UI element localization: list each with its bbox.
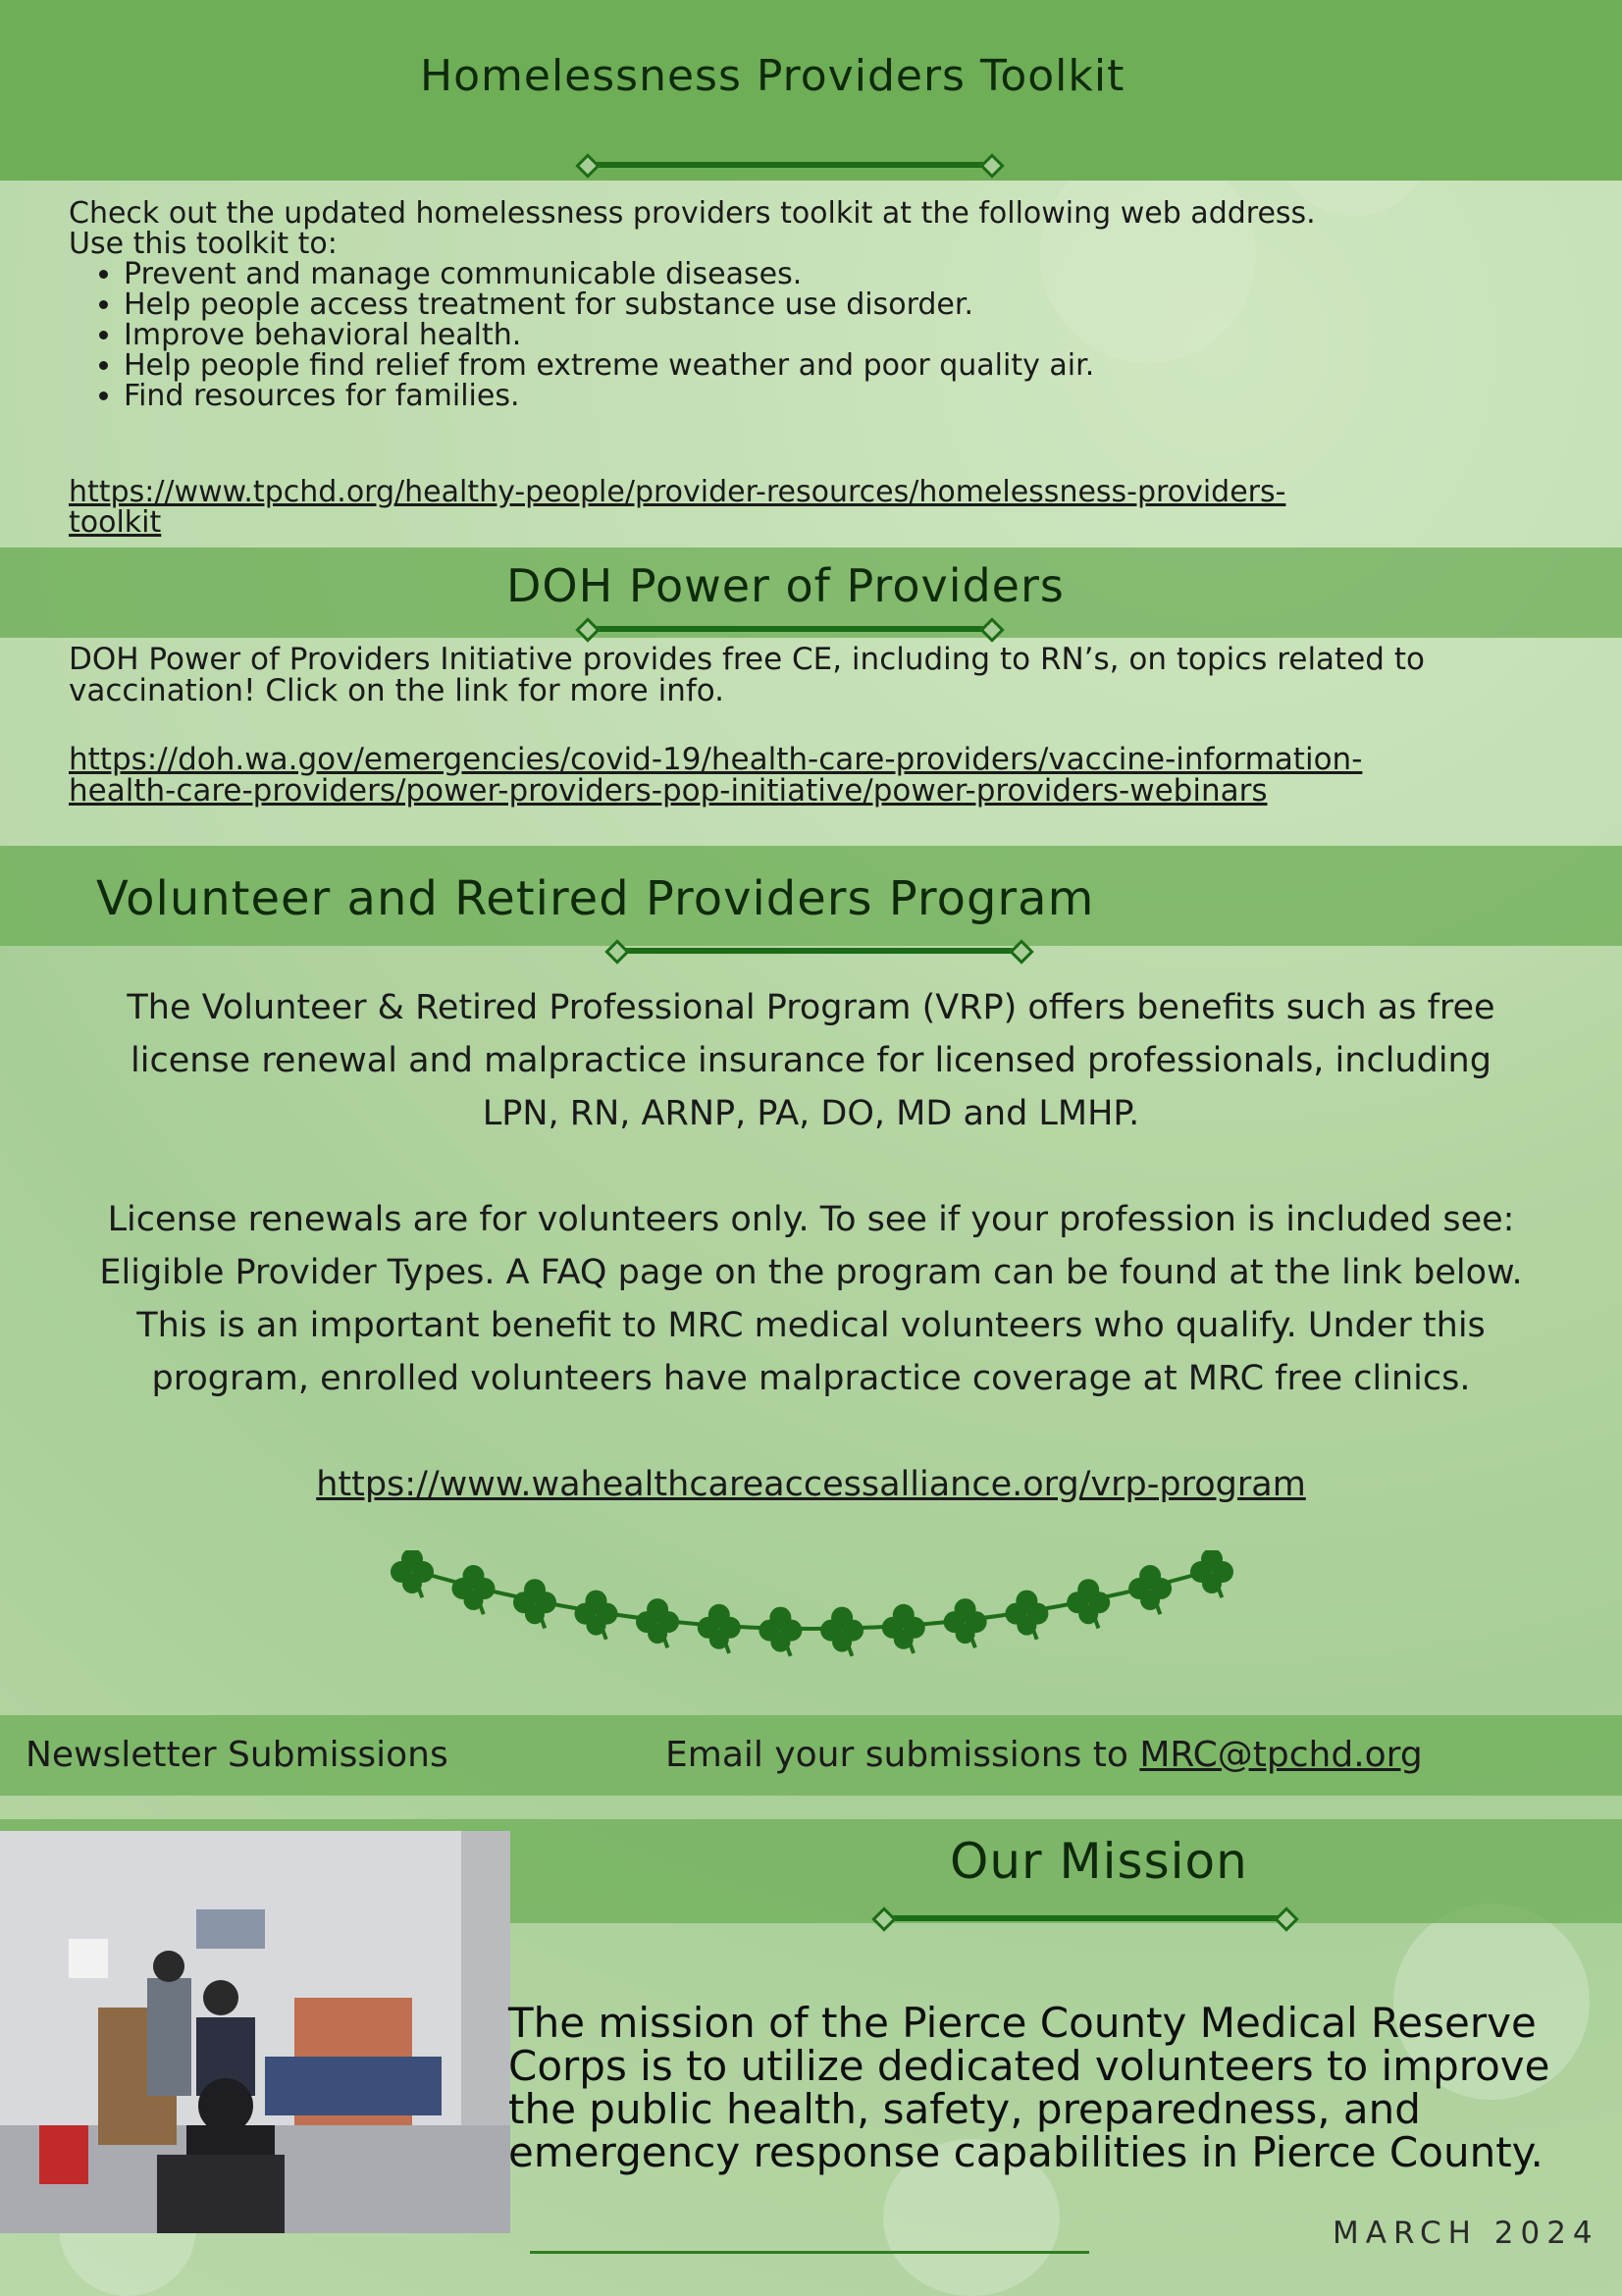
vrp-p1-line2: license renewal and malpractice insurance for licensed professionals, including [131, 1041, 1491, 1080]
list-item: • Find resources for families. [124, 381, 1541, 411]
shamrock-icon [1067, 1579, 1110, 1629]
submissions-label: Newsletter Submissions [26, 1735, 448, 1775]
mission-line1: The mission of the Pierce County Medical Reserve [508, 1999, 1537, 2047]
submissions-email-prefix: Email your submissions to [665, 1735, 1140, 1775]
vrp-p1-line1: The Volunteer & Retired Professional Program (VRP) offers benefits such as free [127, 988, 1495, 1027]
mission-statement [508, 1999, 1617, 2176]
shamrock-icon [759, 1607, 802, 1657]
vrp-p1-line3: LPN, RN, ARNP, PA, DO, MD and LMHP. [482, 1094, 1140, 1133]
shamrock-icon [944, 1598, 987, 1648]
mission-title: Our Mission [950, 1833, 1248, 1890]
shamrock-icon [1190, 1550, 1233, 1598]
mission-line3: the public health, safety, preparedness, and [508, 2085, 1421, 2133]
shamrock-icon [698, 1604, 741, 1654]
clinic-photo [0, 1831, 510, 2233]
email-link[interactable]: MRC@tpchd.org [1139, 1735, 1423, 1775]
vrp-p2-line2: Eligible Provider Types. A FAQ page on the program can be found at the link below. [99, 1253, 1523, 1292]
vrp-paragraph-1 [0, 981, 1622, 1140]
list-item: • Help people find relief from extreme weather and poor quality air. [124, 350, 1541, 381]
toolkit-link-line2[interactable]: toolkit [69, 505, 162, 540]
toolkit-intro [69, 198, 1541, 411]
doh-divider [589, 626, 991, 632]
shamrock-icon [636, 1598, 679, 1648]
vrp-p2-line4: program, enrolled volunteers have malpractice coverage at MRC free clinics. [151, 1359, 1471, 1398]
doh-body [69, 644, 1560, 706]
mission-line2: Corps is to utilize dedicated volunteers to improve [508, 2042, 1550, 2090]
shamrock-icon [820, 1607, 863, 1657]
submissions-email-text [665, 1735, 1423, 1775]
doh-link-line1[interactable]: https://doh.wa.gov/emergencies/covid-19/health-care-providers/vaccine-information- [69, 742, 1363, 777]
mission-divider [885, 1915, 1285, 1921]
vrp-paragraph-2 [0, 1193, 1622, 1405]
mission-line4: emergency response capabilities in Pierce County. [508, 2128, 1544, 2176]
toolkit-intro-line2: Use this toolkit to: [69, 227, 338, 261]
shamrock-icon [882, 1604, 925, 1654]
shamrock-garland [0, 1550, 1622, 1658]
toolkit-intro-line1: Check out the updated homelessness providers toolkit at the following web address. [69, 196, 1316, 231]
list-item: • Improve behavioral health. [124, 320, 1541, 350]
shamrock-icon [1128, 1565, 1172, 1615]
vrp-p2-line1: License renewals are for volunteers only. To see if your profession is included see: [107, 1200, 1515, 1239]
vrp-divider [618, 948, 1020, 954]
doh-body-line1: DOH Power of Providers Initiative provides free CE, including to RN’s, on topics related to [69, 642, 1425, 677]
toolkit-bullet-list [69, 259, 1541, 411]
list-item: • Help people access treatment for substance use disorder. [124, 289, 1541, 320]
toolkit-divider [589, 162, 991, 168]
shamrock-icon [391, 1550, 434, 1598]
vrp-title: Volunteer and Retired Providers Program [96, 871, 1095, 926]
shamrock-icon [452, 1565, 496, 1615]
doh-body-line2: vaccination! Click on the link for more info. [69, 673, 725, 708]
doh-link[interactable] [69, 744, 1580, 807]
shamrock-icon [575, 1591, 618, 1641]
toolkit-title: Homelessness Providers Toolkit [420, 51, 1125, 101]
vrp-p2-line3: This is an important benefit to MRC medical volunteers who qualify. Under this [136, 1306, 1486, 1345]
footer-rule [530, 2251, 1089, 2254]
vrp-link[interactable]: https://www.wahealthcareaccessalliance.org/vrp-program [316, 1465, 1306, 1504]
shamrock-icon [513, 1579, 556, 1629]
doh-title: DOH Power of Providers [506, 559, 1065, 612]
shamrock-icon [1005, 1591, 1048, 1641]
footer-date: MARCH 2024 [1333, 2216, 1599, 2251]
doh-link-line2[interactable]: health-care-providers/power-providers-pop-initiative/power-providers-webinars [69, 773, 1268, 809]
list-item: • Prevent and manage communicable diseases. [124, 259, 1541, 289]
toolkit-link[interactable] [69, 477, 1541, 538]
toolkit-link-line1[interactable]: https://www.tpchd.org/healthy-people/provider-resources/homelessness-providers- [69, 475, 1286, 509]
